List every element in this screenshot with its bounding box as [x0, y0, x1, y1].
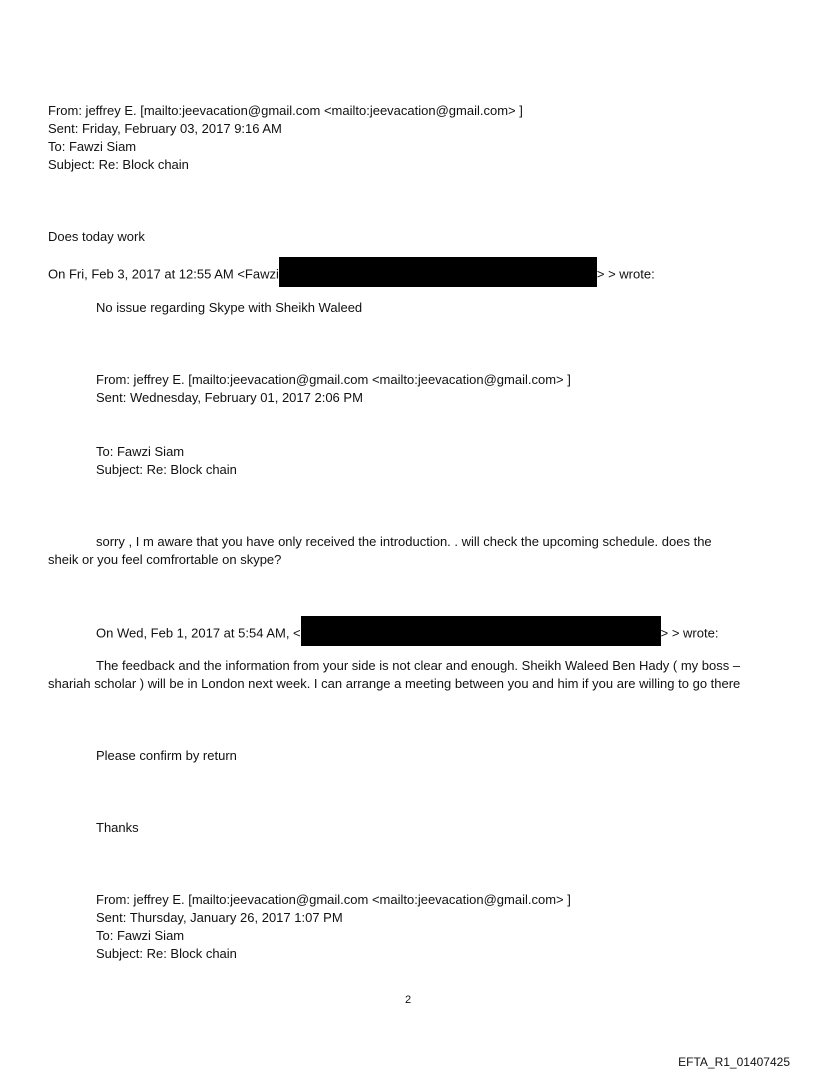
- redaction-bar: [301, 616, 661, 646]
- quote1-body: No issue regarding Skype with Sheikh Waleed: [96, 300, 363, 315]
- quote2-body-line1: The feedback and the information from your side is not clear and enough. Sheikh Waleed Ben Hady ( my boss –: [96, 658, 741, 673]
- quote1-prefix: On Fri, Feb 3, 2017 at 12:55 AM <Fawzi: [48, 266, 279, 282]
- email1-from: From: jeffrey E. [mailto:jeevacation@gmail.com <mailto:jeevacation@gmail.com> ]: [48, 103, 523, 118]
- email1-sent: Sent: Friday, February 03, 2017 9:16 AM: [48, 121, 282, 136]
- email2-subject: Subject: Re: Block chain: [96, 462, 237, 477]
- quote2-prefix: On Wed, Feb 1, 2017 at 5:54 AM, <: [96, 625, 301, 641]
- email2-body: [48, 533, 764, 569]
- email2-body-line2: sheik or you feel comfrortable on skype?: [48, 552, 282, 567]
- quote2-suffix: > > wrote:: [660, 625, 719, 641]
- email3-subject: Subject: Re: Block chain: [96, 946, 237, 961]
- quote2-body-line2: shariah scholar ) will be in London next week. I can arrange a meeting between you and him if you are willing to go there: [48, 676, 741, 691]
- email2-from: From: jeffrey E. [mailto:jeevacation@gmail.com <mailto:jeevacation@gmail.com> ]: [96, 372, 571, 387]
- quote2-attribution: [96, 622, 718, 646]
- email2-body-line1: sorry , I m aware that you have only received the introduction. . will check the upcoming schedule. does the: [96, 534, 712, 549]
- email3-from: From: jeffrey E. [mailto:jeevacation@gmail.com <mailto:jeevacation@gmail.com> ]: [96, 892, 571, 907]
- redaction-bar: [279, 257, 597, 287]
- quote2-body: [48, 657, 778, 693]
- email1-to: To: Fawzi Siam: [48, 139, 137, 154]
- page-number: 2: [404, 994, 412, 1006]
- email3-sent: Sent: Thursday, January 26, 2017 1:07 PM: [96, 910, 343, 925]
- quote1-attribution: [48, 263, 655, 287]
- quote1-suffix: > > wrote:: [596, 266, 655, 282]
- quote2-thanks: Thanks: [96, 820, 139, 835]
- email1-body: Does today work: [48, 229, 145, 244]
- quote2-confirm: Please confirm by return: [96, 748, 237, 763]
- email2-to: To: Fawzi Siam: [96, 444, 185, 459]
- email1-subject: Subject: Re: Block chain: [48, 157, 189, 172]
- email2-sent: Sent: Wednesday, February 01, 2017 2:06 PM: [96, 390, 363, 405]
- email3-to: To: Fawzi Siam: [96, 928, 185, 943]
- document-id-footer: EFTA_R1_01407425: [678, 1055, 790, 1069]
